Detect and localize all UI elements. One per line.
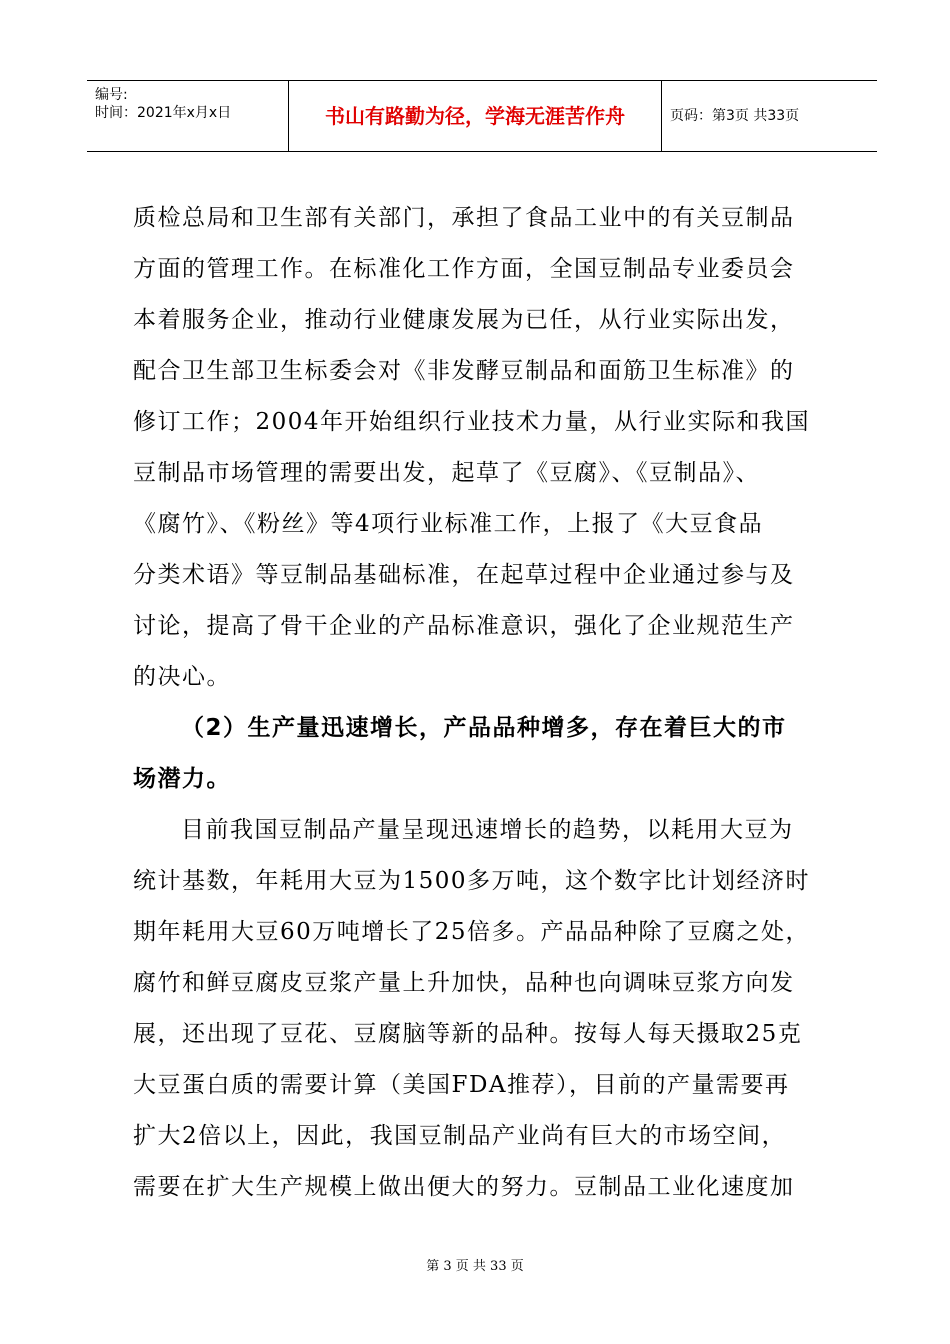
page-footer: 第 3 页 共 33 页	[426, 1259, 524, 1274]
text-line: 讨论，提高了骨干企业的产品标准意识，强化了企业规范生产	[133, 613, 795, 639]
header-motto: 书山有路勤为径，学海无涯苦作舟	[288, 81, 662, 151]
document-time-label: 时间：2021年x月x日	[95, 105, 232, 121]
text-line: 修订工作；2004年开始组织行业技术力量，从行业实际和我国	[133, 409, 811, 435]
text-line: 《腐竹》、《粉丝》等4项行业标准工作，上报了《大豆食品	[133, 511, 764, 537]
text-line: 期年耗用大豆60万吨增长了25倍多。产品品种除了豆腐之处，	[133, 919, 811, 945]
text-line: 豆制品市场管理的需要出发，起草了《豆腐》、《豆制品》、	[133, 460, 760, 486]
document-number-label: 编号:	[95, 87, 128, 103]
text-line: 需要在扩大生产规模上做出便大的努力。豆制品工业化速度加	[133, 1174, 795, 1200]
text-line: 统计基数，年耗用大豆为1500多万吨，这个数字比计划经济时	[133, 868, 811, 894]
text-line: 展，还出现了豆花、豆腐脑等新的品种。按每人每天摄取25克	[133, 1021, 803, 1047]
paragraph-2	[133, 805, 833, 1213]
section-heading	[133, 703, 833, 805]
text-line: 的决心。	[133, 664, 231, 690]
text-line: 分类术语》等豆制品基础标准，在起草过程中企业通过参与及	[133, 562, 795, 588]
header-meta	[87, 81, 288, 151]
heading-line: （2）生产量迅速增长，产品品种增多，存在着巨大的市	[181, 715, 787, 741]
text-line: 目前我国豆制品产量呈现迅速增长的趋势，以耗用大豆为	[181, 817, 794, 843]
header-page-info: 页码：第3页 共33页	[670, 108, 800, 124]
text-line: 质检总局和卫生部有关部门，承担了食品工业中的有关豆制品	[133, 205, 795, 231]
text-line: 腐竹和鲜豆腐皮豆浆产量上升加快，品种也向调味豆浆方向发	[133, 970, 795, 996]
text-line: 方面的管理工作。在标准化工作方面，全国豆制品专业委员会	[133, 256, 795, 282]
document-body	[133, 193, 833, 1213]
text-line: 扩大2倍以上，因此，我国豆制品产业尚有巨大的市场空间，	[133, 1123, 787, 1149]
page-header	[87, 80, 877, 152]
heading-line: 场潜力。	[133, 766, 231, 792]
text-line: 本着服务企业，推动行业健康发展为已任，从行业实际出发，	[133, 307, 795, 333]
text-line: 大豆蛋白质的需要计算（美国FDA推荐），目前的产量需要再	[133, 1072, 790, 1098]
paragraph-1	[133, 193, 833, 703]
text-line: 配合卫生部卫生标委会对《非发酵豆制品和面筋卫生标准》的	[133, 358, 795, 384]
